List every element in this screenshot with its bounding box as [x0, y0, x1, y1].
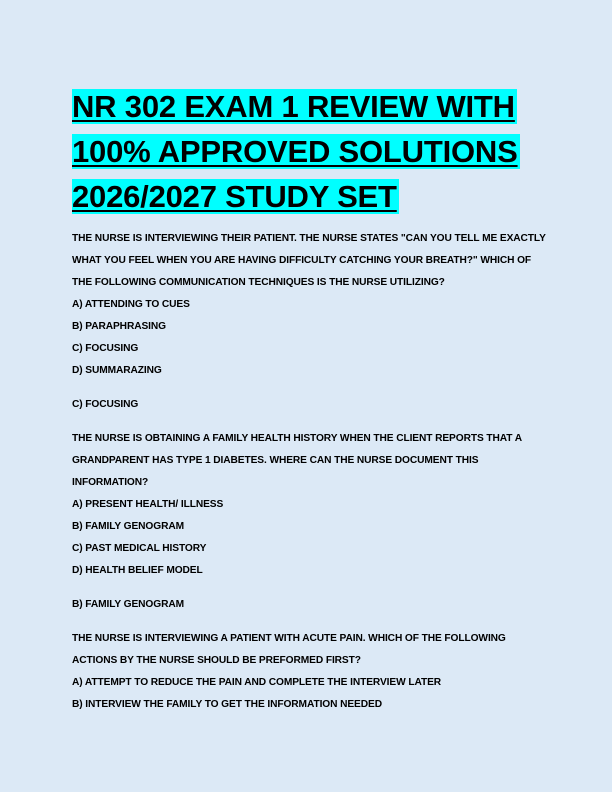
answer-option: A) ATTENDING TO CUES — [72, 299, 190, 310]
answer-option: B) FAMILY GENOGRAM — [72, 521, 184, 532]
question-text: INFORMATION? — [72, 477, 149, 488]
question-list — [72, 228, 546, 716]
question-text: THE NURSE IS INTERVIEWING THEIR PATIENT. THE NURSE STATES "CAN YOU TELL ME EXACTLY — [72, 233, 546, 244]
title-line: NR 302 EXAM 1 REVIEW WITH — [72, 89, 515, 124]
question-text: THE NURSE IS OBTAINING A FAMILY HEALTH HISTORY WHEN THE CLIENT REPORTS THAT A — [72, 433, 522, 444]
answer-option: B) PARAPHRASING — [72, 321, 166, 332]
answer-option: D) HEALTH BELIEF MODEL — [72, 565, 203, 576]
answer-option: A) ATTEMPT TO REDUCE THE PAIN AND COMPLETE THE INTERVIEW LATER — [72, 677, 442, 688]
answer-option: B) INTERVIEW THE FAMILY TO GET THE INFORMATION NEEDED — [72, 699, 382, 710]
correct-answer: C) FOCUSING — [72, 399, 139, 410]
answer-option: C) FOCUSING — [72, 343, 139, 354]
question-text: THE FOLLOWING COMMUNICATION TECHNIQUES IS THE NURSE UTILIZING? — [72, 277, 445, 288]
answer-option: C) PAST MEDICAL HISTORY — [72, 543, 207, 554]
document-title — [72, 84, 542, 219]
question-block — [72, 228, 546, 416]
question-text: GRANDPARENT HAS TYPE 1 DIABETES. WHERE CAN THE NURSE DOCUMENT THIS — [72, 455, 479, 466]
answer-option: A) PRESENT HEALTH/ ILLNESS — [72, 499, 224, 510]
title-line: 2026/2027 STUDY SET — [72, 179, 397, 214]
document-page — [72, 84, 546, 716]
question-text: ACTIONS BY THE NURSE SHOULD BE PREFORMED FIRST? — [72, 655, 361, 666]
question-block — [72, 628, 542, 716]
title-line: 100% APPROVED SOLUTIONS — [72, 134, 518, 169]
correct-answer: B) FAMILY GENOGRAM — [72, 599, 184, 610]
question-block — [72, 428, 542, 616]
answer-option: D) SUMMARAZING — [72, 365, 162, 376]
question-text: WHAT YOU FEEL WHEN YOU ARE HAVING DIFFICULTY CATCHING YOUR BREATH?" WHICH OF — [72, 255, 532, 266]
question-text: THE NURSE IS INTERVIEWING A PATIENT WITH ACUTE PAIN. WHICH OF THE FOLLOWING — [72, 633, 506, 644]
